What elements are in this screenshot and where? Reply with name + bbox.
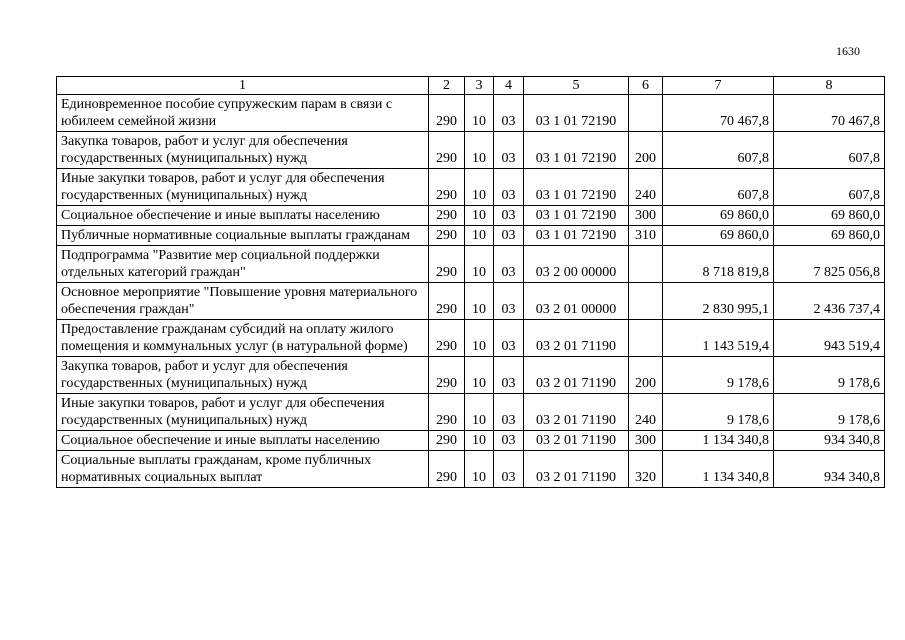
row-expense-type: 310 bbox=[629, 226, 663, 246]
row-ministry-code: 290 bbox=[429, 283, 465, 320]
row-amount-2: 69 860,0 bbox=[774, 226, 885, 246]
row-amount-2: 9 178,6 bbox=[774, 394, 885, 431]
row-amount-1: 69 860,0 bbox=[663, 226, 774, 246]
table-row bbox=[57, 132, 885, 169]
table-row bbox=[57, 169, 885, 206]
row-target-article: 03 1 01 72190 bbox=[524, 206, 629, 226]
row-amount-1: 69 860,0 bbox=[663, 206, 774, 226]
row-expense-type: 200 bbox=[629, 132, 663, 169]
row-target-article: 03 2 01 71190 bbox=[524, 394, 629, 431]
row-name: Социальное обеспечение и иные выплаты населению bbox=[57, 206, 429, 226]
row-section-code: 10 bbox=[465, 451, 494, 488]
row-expense-type bbox=[629, 283, 663, 320]
row-name: Социальные выплаты гражданам, кроме публичных нормативных социальных выплат bbox=[57, 451, 429, 488]
row-subsection-code: 03 bbox=[494, 451, 524, 488]
row-subsection-code: 03 bbox=[494, 283, 524, 320]
row-name: Иные закупки товаров, работ и услуг для обеспечения государственных (муниципальных) нужд bbox=[57, 394, 429, 431]
row-ministry-code: 290 bbox=[429, 246, 465, 283]
row-amount-2: 69 860,0 bbox=[774, 206, 885, 226]
row-ministry-code: 290 bbox=[429, 431, 465, 451]
table-row bbox=[57, 246, 885, 283]
row-expense-type: 200 bbox=[629, 357, 663, 394]
row-target-article: 03 2 01 71190 bbox=[524, 451, 629, 488]
column-header: 8 bbox=[774, 77, 885, 95]
row-ministry-code: 290 bbox=[429, 394, 465, 431]
row-name: Основное мероприятие "Повышение уровня материального обеспечения граждан" bbox=[57, 283, 429, 320]
row-section-code: 10 bbox=[465, 320, 494, 357]
row-name: Социальное обеспечение и иные выплаты населению bbox=[57, 431, 429, 451]
row-expense-type: 240 bbox=[629, 169, 663, 206]
row-name: Иные закупки товаров, работ и услуг для обеспечения государственных (муниципальных) нужд bbox=[57, 169, 429, 206]
row-target-article: 03 1 01 72190 bbox=[524, 132, 629, 169]
row-amount-1: 2 830 995,1 bbox=[663, 283, 774, 320]
table-header-row bbox=[57, 77, 885, 95]
row-ministry-code: 290 bbox=[429, 95, 465, 132]
row-ministry-code: 290 bbox=[429, 451, 465, 488]
row-amount-2: 607,8 bbox=[774, 132, 885, 169]
row-subsection-code: 03 bbox=[494, 320, 524, 357]
row-section-code: 10 bbox=[465, 357, 494, 394]
row-subsection-code: 03 bbox=[494, 95, 524, 132]
row-amount-2: 2 436 737,4 bbox=[774, 283, 885, 320]
row-subsection-code: 03 bbox=[494, 206, 524, 226]
column-header: 7 bbox=[663, 77, 774, 95]
row-amount-2: 934 340,8 bbox=[774, 451, 885, 488]
column-header: 1 bbox=[57, 77, 429, 95]
row-target-article: 03 1 01 72190 bbox=[524, 95, 629, 132]
row-name: Единовременное пособие супружеским парам в связи с юбилеем семейной жизни bbox=[57, 95, 429, 132]
row-ministry-code: 290 bbox=[429, 357, 465, 394]
row-amount-1: 607,8 bbox=[663, 169, 774, 206]
row-subsection-code: 03 bbox=[494, 246, 524, 283]
row-name: Подпрограмма "Развитие мер социальной поддержки отдельных категорий граждан" bbox=[57, 246, 429, 283]
row-amount-2: 70 467,8 bbox=[774, 95, 885, 132]
row-section-code: 10 bbox=[465, 169, 494, 206]
row-ministry-code: 290 bbox=[429, 226, 465, 246]
row-subsection-code: 03 bbox=[494, 394, 524, 431]
row-amount-2: 943 519,4 bbox=[774, 320, 885, 357]
row-name: Предоставление гражданам субсидий на оплату жилого помещения и коммунальных услуг (в натуральной форме) bbox=[57, 320, 429, 357]
table-row bbox=[57, 357, 885, 394]
row-ministry-code: 290 bbox=[429, 169, 465, 206]
column-header: 5 bbox=[524, 77, 629, 95]
row-target-article: 03 2 00 00000 bbox=[524, 246, 629, 283]
table-row bbox=[57, 320, 885, 357]
row-section-code: 10 bbox=[465, 95, 494, 132]
row-expense-type: 240 bbox=[629, 394, 663, 431]
budget-table bbox=[56, 76, 885, 488]
page-number: 1630 bbox=[836, 44, 860, 58]
row-amount-1: 9 178,6 bbox=[663, 394, 774, 431]
table-row bbox=[57, 394, 885, 431]
column-header: 2 bbox=[429, 77, 465, 95]
row-subsection-code: 03 bbox=[494, 132, 524, 169]
row-ministry-code: 290 bbox=[429, 206, 465, 226]
row-section-code: 10 bbox=[465, 431, 494, 451]
row-amount-1: 1 134 340,8 bbox=[663, 451, 774, 488]
row-section-code: 10 bbox=[465, 283, 494, 320]
row-subsection-code: 03 bbox=[494, 226, 524, 246]
row-amount-1: 1 134 340,8 bbox=[663, 431, 774, 451]
row-expense-type bbox=[629, 320, 663, 357]
row-target-article: 03 1 01 72190 bbox=[524, 226, 629, 246]
row-target-article: 03 2 01 00000 bbox=[524, 283, 629, 320]
row-amount-1: 9 178,6 bbox=[663, 357, 774, 394]
column-header: 3 bbox=[465, 77, 494, 95]
table-row bbox=[57, 226, 885, 246]
table-row bbox=[57, 283, 885, 320]
row-target-article: 03 1 01 72190 bbox=[524, 169, 629, 206]
column-header: 4 bbox=[494, 77, 524, 95]
row-amount-2: 607,8 bbox=[774, 169, 885, 206]
row-amount-2: 934 340,8 bbox=[774, 431, 885, 451]
table-row bbox=[57, 206, 885, 226]
row-section-code: 10 bbox=[465, 132, 494, 169]
row-target-article: 03 2 01 71190 bbox=[524, 320, 629, 357]
row-amount-2: 9 178,6 bbox=[774, 357, 885, 394]
row-subsection-code: 03 bbox=[494, 357, 524, 394]
table-row bbox=[57, 431, 885, 451]
row-target-article: 03 2 01 71190 bbox=[524, 357, 629, 394]
column-header: 6 bbox=[629, 77, 663, 95]
table-row bbox=[57, 451, 885, 488]
row-amount-1: 1 143 519,4 bbox=[663, 320, 774, 357]
row-expense-type bbox=[629, 246, 663, 283]
row-section-code: 10 bbox=[465, 226, 494, 246]
row-ministry-code: 290 bbox=[429, 320, 465, 357]
table-row bbox=[57, 95, 885, 132]
row-section-code: 10 bbox=[465, 394, 494, 431]
row-name: Закупка товаров, работ и услуг для обеспечения государственных (муниципальных) нужд bbox=[57, 357, 429, 394]
row-amount-1: 8 718 819,8 bbox=[663, 246, 774, 283]
row-subsection-code: 03 bbox=[494, 169, 524, 206]
row-name: Публичные нормативные социальные выплаты гражданам bbox=[57, 226, 429, 246]
row-expense-type: 320 bbox=[629, 451, 663, 488]
row-name: Закупка товаров, работ и услуг для обеспечения государственных (муниципальных) нужд bbox=[57, 132, 429, 169]
row-amount-1: 70 467,8 bbox=[663, 95, 774, 132]
row-expense-type: 300 bbox=[629, 206, 663, 226]
row-target-article: 03 2 01 71190 bbox=[524, 431, 629, 451]
row-section-code: 10 bbox=[465, 246, 494, 283]
row-expense-type: 300 bbox=[629, 431, 663, 451]
row-subsection-code: 03 bbox=[494, 431, 524, 451]
row-amount-1: 607,8 bbox=[663, 132, 774, 169]
row-expense-type bbox=[629, 95, 663, 132]
row-amount-2: 7 825 056,8 bbox=[774, 246, 885, 283]
row-ministry-code: 290 bbox=[429, 132, 465, 169]
row-section-code: 10 bbox=[465, 206, 494, 226]
